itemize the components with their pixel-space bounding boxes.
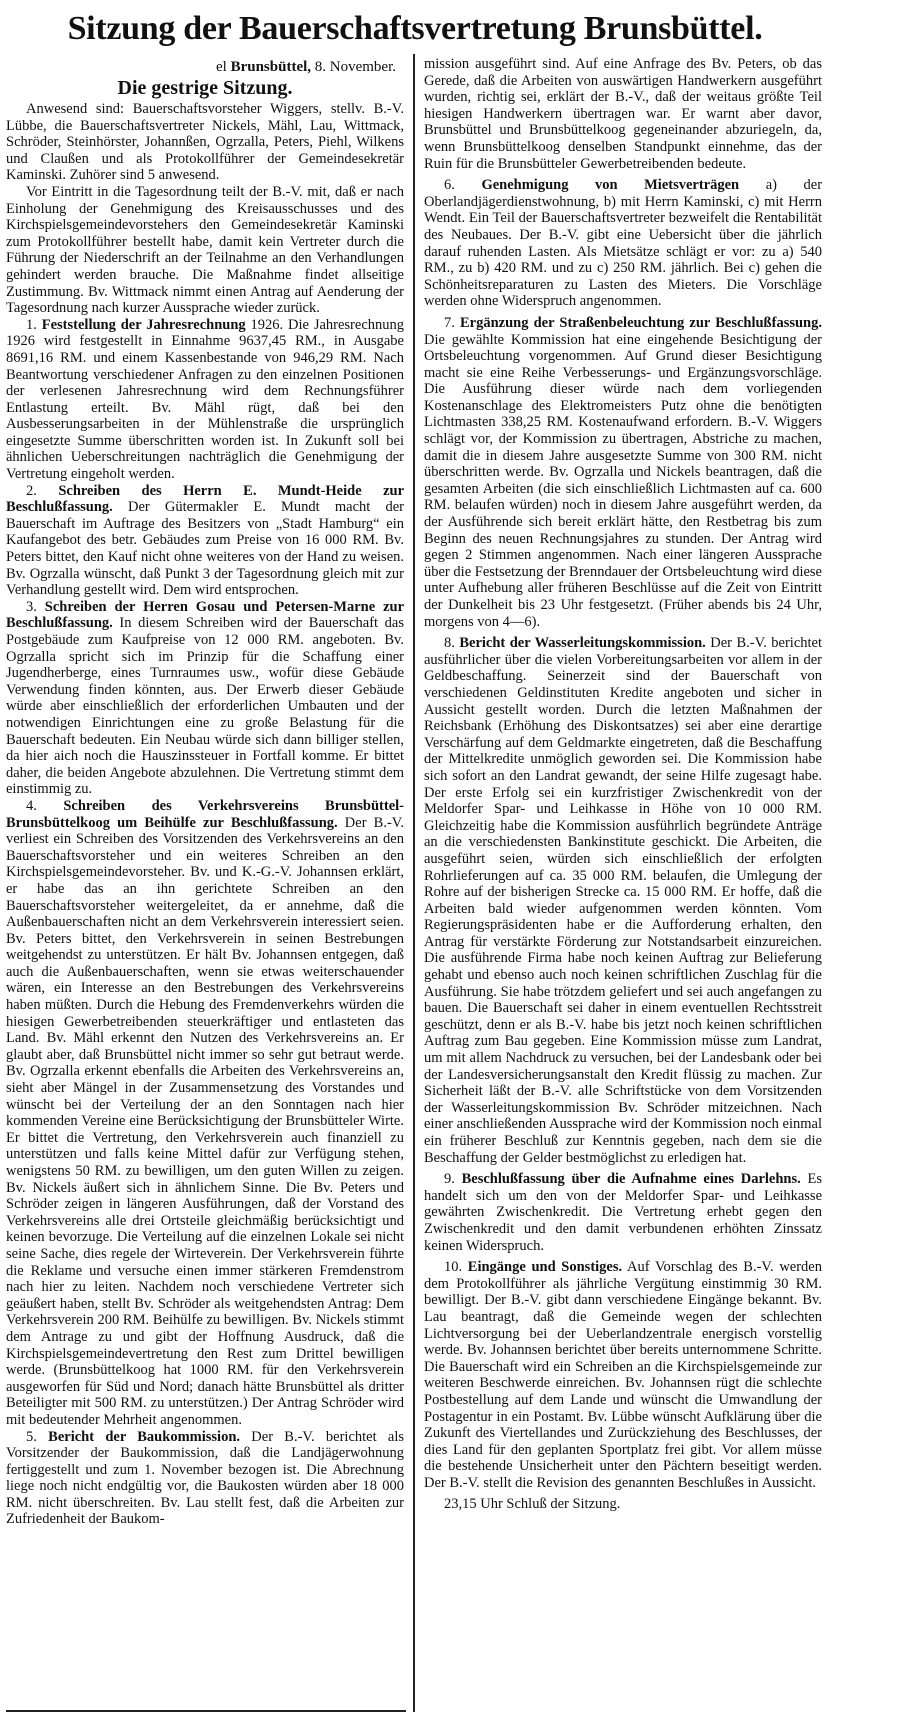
agenda-item-number: 4.	[26, 797, 37, 814]
agenda-item	[6, 483, 404, 599]
dateline-place: Brunsbüttel,	[230, 59, 312, 75]
agenda-item-body: a) der Oberlandjägerdienstwohnung, b) mit Herrn Kaminski, c) mit Herrn Wendt. Ein Teil der Bauerschaftsvertreter bezweifelt die Rentabilität des Neubaues. Der B.-V. gibt eine Uebersicht über die jährlich darauf ruhenden Lasten. Als Mietsätze schlägt er vor: zu a) 540 RM., zu b) 420 RM. und zu c) 250 RM. jährlich. Bei c) gehen die Schönheitsreparaturen zu Lasten des Mieters. Die Vorschläge werden ohne Widerspruch angenommen.	[424, 177, 823, 310]
dateline-date: 8. November.	[314, 59, 396, 75]
agenda-item	[424, 1259, 822, 1491]
agenda-item-heading: Beschlußfassung über die Aufnahme eines Darlehns.	[461, 1171, 801, 1188]
agenda-item	[424, 315, 822, 630]
agenda-item-heading: Feststellung der Jahresrechnung	[41, 316, 246, 333]
agenda-item-number: 8.	[444, 635, 455, 652]
dateline	[6, 58, 404, 76]
dateline-prefix: el	[216, 59, 227, 75]
agenda-item-number: 9.	[444, 1171, 455, 1188]
agenda-item-heading: Eingänge und Sonstiges.	[467, 1259, 623, 1276]
article-title: Sitzung der Bauerschaftsvertretung Brunsbüttel.	[67, 10, 763, 47]
closing-line: 23,15 Uhr Schluß der Sitzung.	[444, 1496, 621, 1513]
agenda-item-number: 2.	[26, 482, 37, 499]
agenda-item-heading: Schreiben der Herren Gosau und Petersen-Marne zur Beschlußfassung.	[6, 598, 405, 632]
agenda-item-body: Es handelt sich um den von der Meldorfer Spar- und Leihkasse gewährten Zwischenkredit. Die Vertretung erhebt gegen den Zwischenkredit und den damit verbundenen erhöhten Zinssatz keinen Widerspruch.	[424, 1171, 823, 1254]
agenda-item-heading: Bericht der Baukommission.	[48, 1428, 241, 1445]
agenda-item-heading: Schreiben des Herrn E. Mundt-Heide zur Beschlußfassung.	[6, 482, 405, 516]
agenda-item-body: In diesem Schreiben wird der Bauerschaft das Postgebäude zum Kaufpreise von 12 000 RM. angeboten. Bv. Ogrzalla spricht sich im Prinzip für die Schaffung einer Jugendherberge, eines Turnraumes usw., wofür diese Gebäude Verwendung finden könnten, aus. Der Erwerb dieser Gebäude würde aber einschließlich der erforderlichen Umbauten und der notwendigen Einrichtungen eine zu große Belastung für die Bauerschaft bedeuten. Ein Neubau würde sich dann billiger stellen, da hier aich noch die Hauszinssteuer in Fortfall komme. Er bittet daher, die beiden Angebote abzulehnen. Die Vertretung stimmt dem einstimmig zu.	[6, 615, 405, 798]
column-divider	[413, 54, 415, 1712]
left-column	[6, 56, 404, 1528]
agenda-item-body: Der B.-V. verliest ein Schreiben des Vorsitzenden des Verkehrsvereins an den Bauerschaftsvorsteher und ein weiteres Schreiben an den Kirchspielsgemeindevorsteher. Bv. und K.-G.-V. Johannsen erklärt, er habe das an ihn gerichtete Schreiben an den Bauerschaftsvorsteher weitergeleitet, da er annehme, daß die Außenbauerschaften nicht an dem Verkehrsverein interessiert seien. Bv. Peters bittet, den Verkehrsverein in seinen Bestrebungen weitgehendst zu unterstützen. Er hält Bv. Johannsen entgegen, daß auch die Außenbauerschaften, wenn sie etwas weiterschauender wären, ein Interesse an den Bestrebungen des Verkehrsvereins haben müßten. Durch die Hebung des Fremdenverkehrs würden die hiesigen Gewerbetreibenden steuerkräftiger und entlasteten das Land. Bv. Mähl erkennt den Nutzen des Verkehrsvereins an. Er glaubt aber, daß Brunsbüttel nicht immer so sehr gut betraut werde. Bv. Ogrzalla erkennt ebenfalls die Arbeiten des Verkehrsvereins an, sieht aber Mängel in der Zusammensetzung des Vorstandes und wünscht bei der Verteilung der an den Sonntagen nach hier kommenden Vereine eine Berücksichtigung der Brunsbütteler Wirte. Er bittet die Vertretung, den Verkehrsverein auch finanziell zu unterstützen und falls keine Mittel dafür zur Verfügung stehen, wenigstens 50 RM. zu bewilligen, um den guten Willen zu zeigen. Bv. Nickels äußert sich in ähnlichem Sinne. Die Bv. Peters und Schröder zeigen in längeren Ausführungen, daß der Vorstand des Verkehrsvereins alle drei Ortsteile gleichmäßig berücksichtigt und keinen bevorzuge. Die Verteilung auf die einzelnen Lokale sei nicht seine Sache, dies regele der Wirteverein. Der Verkehrsverein führte die Reklame und versuche einen immer stärkeren Fremdenstrom nach hier zu leiten. Nachdem noch verschiedene Vertreter sich geäußert haben, stellt Bv. Schröder als weitgehendsten Antrag: Dem Verkehrsverein 200 RM. Beihülfe zu bewilligen. Bv. Nickels stimmt dem Antrage zu und gibt der Hoffnung Ausdruck, daß die Kirchspielsgemeindevertretung den Rest zum Drittel bewilligen werde. (Brunsbüttelkoog hat 1000 RM. für den Verkehrsverein ausgeworfen für Süd und Nord; danach hätte Brunsbüttel als dritter Beteiligter mit 500 RM. zu unterstützen.) Der Antrag Schröder wird mit bedeutender Mehrheit angenommen.	[6, 814, 405, 1428]
agenda-item-number: 7.	[444, 314, 455, 331]
agenda-items-left	[6, 317, 404, 1528]
intro-paragraph: Anwesend sind: Bauerschaftsvorsteher Wiggers, stellv. B.-V. Lübbe, die Bauerschaftsvertreter Nickels, Mähl, Lau, Wittmack, Schröder, Steinhörster, Johannßen, Ogrzalla, Peters, Piehl, Wilkens und Claußen und als Protokollführer der Gemeindesekretär Kaminski. Zuhörer sind 5 anwesend.	[6, 101, 404, 184]
agenda-item	[6, 317, 404, 483]
agenda-item-heading: Schreiben des Verkehrsvereins Brunsbüttel-Brunsbüttelkoog um Beihülfe zur Beschlußfassung.	[6, 797, 405, 831]
agenda-item-heading: Genehmigung von Mietsverträgen	[481, 177, 740, 194]
continued-paragraph: mission ausgeführt sind. Auf eine Anfrage des Bv. Peters, ob das Gerede, daß die Arbeiten von auswärtigen Handwerkern ausgeführt wurden, richtig sei, erklärt der B.-V., daß der weitaus größte Teil hiesigen Handwerkern übertragen war. Er warnt aber davor, Brunsbüttel und Brunsbüttelkoog gegeneinander abzuriegeln, da, wenn Brunsbüttelkoog denselben Standpunkt einnehme, das der Ruin für die Brunsbütteler Gewerbetreibenden bedeute.	[424, 56, 822, 172]
agenda-item-number: 10.	[444, 1259, 463, 1276]
agenda-item-body: Der B.-V. berichtet als Vorsitzender der Baukommission, daß die Landjägerwohnung fertiggestellt und zum 1. November bezogen ist. Die Abrechnung liege noch nicht endgültig vor, die Baukosten würden aber 18 000 RM. nicht überschreiten. Bv. Lau stellt fest, daß die Arbeiten zur Zufriedenheit der Baukom-	[6, 1428, 405, 1528]
agenda-item	[6, 599, 404, 798]
agenda-item-body: Der B.-V. berichtet ausführlicher über die vielen Vorbereitungsarbeiten vor allem in der Geldbeschaffung. Seinerzeit sind der Bauerschaft von verschiedenen Geldinstituten Kredite angeboten und sicher in Aussicht gestellt worden. Durch die letzten Maßnahmen der Reichsbank (Erhöhung des Diskontsatzes) sei aber eine derartige Verschärfung auf dem Geldmarkte eingetreten, daß die Beschaffung der Mittelkredite unmöglich geworden sei. Die Kommission habe sich sofort an den Landrat gewandt, der seine Hilfe zugesagt habe. Der erste Erfolg sei ein kurzfristiger Zwischenkredit von der Meldorfer Spar- und Leihkasse in Höhe von 10 000 RM. Gleichzeitig habe die Kommission ausführlich begründete Anträge an die verschiedensten Bankinstitute geschickt. Die Arbeiten, die ausgeführt seien, würden sich einschließlich der erfolgten Rohrlieferungen auf ca. 35 000 RM. belaufen, die Umlegung der Rohre auf der bisherigen Strecke ca. 15 000 RM. Er hoffe, daß die Arbeiten bald wieder aufgenommen werden könnten. Vom Regierungspräsidenten habe er die Aufforderung erhalten, den Antrag für verstärkte Förderung zur Notstandsarbeit einzureichen. Die ausführende Firma habe noch keinen Auftrag zur Belieferung gehabt und ebenso auch noch keinen schriftlichen Zuschlag für die Ausführung. Sie habe trötzdem geliefert und sei auch angefangen zu bauen. Die Bauerschaft sei daher in einem eventuellen Rechtsstreit geschützt, denn er als B.-V. habe bis jetzt noch keinen schriftlichen Auftrag zum Bau gegeben. Eine Kommission müsse zum Landrat, um mit allem Nachdruck zu versuchen, bei der Landesbank oder bei der Landesversicherungsanstalt den Kredit flüssig zu machen. Zur Sicherheit läßt der B.-V. alle Schriftstücke von dem Vorsitzenden der Wasserleitungskommission Bv. Schröder mitzeichnen. Nach einer anschließenden Aussprache wird der Kommission noch einmal ein früherer Beschluß zur Kenntnis gegeben, nach dem sie die Beschaffung der Gelder bestmöglichst zu erledigen hat.	[424, 635, 823, 1166]
agenda-item-heading: Bericht der Wasserleitungskommission.	[459, 635, 706, 652]
intro-paragraph: Vor Eintritt in die Tagesordnung teilt der B.-V. mit, daß er nach Einholung der Genehmigung des Kreisausschusses und des Kirchspielsgemeindevorstehers den Gemeindesekretär Kaminski zum Protokollführer bestellt habe, damit kein Vertreter durch die Führung der Niederschrift an der Teilnahme an den Verhandlungen gehindert werden brauche. Die Maßnahme findet allseitige Zustimmung. Bv. Wittmack nimmt einen Antrag auf Aenderung der Tagesordnung nach kurzer Aussprache wieder zurück.	[6, 183, 404, 317]
article-subtitle: Die gestrige Sitzung.	[117, 77, 293, 99]
agenda-item	[424, 177, 822, 310]
agenda-item-body: Die gewählte Kommission hat eine eingehende Besichtigung der Ortsbeleuchtung vorgenommen. Auf Grund dieser Besichtigung macht sie eine Reihe Verbesserungs- und Ergänzungsvorschläge. Die Ausführung dieser würde nach dem vorliegenden Kostenanschlage des Elektromeisters Putz ohne die benötigten Lichtmasten 338,25 RM. Kostenaufwand erfordern. B.-V. Wiggers schlägt vor, der Kommission zu übertragen, Abstriche zu machen, damit die in diesem Jahre ausgesetzte Summe von 300 RM. nicht überschritten werde. Bv. Ogrzalla und Nickels beantragen, daß die gesamten Arbeiten (die sich einschließlich Lichtmasten auf ca. 600 RM. belaufen würden) noch in diesem Jahre ausgeführt werden, da der Ausführende sich bereit erklärt hätte, den Restbetrag bis zum Beginn des neuen Rechnungsjahres zu stunden. Der Antrag wird gegen 2 Stimmen angenommen. Nach einer längeren Aussprache über die Festsetzung der Brenndauer der Ortsbeleuchtung wird diese unter Aufhebung aller früheren Beschlüsse auf die Zeit von Eintritt der Dunkelheit bis 23 Uhr festgesetzt. (Früher abends bis 24 Uhr, morgens von 4—6).	[424, 331, 822, 630]
agenda-item	[424, 1171, 822, 1254]
agenda-item-number: 1.	[26, 316, 37, 333]
agenda-item	[6, 1429, 404, 1529]
agenda-item-number: 5.	[26, 1428, 37, 1445]
agenda-item	[424, 635, 822, 1166]
right-column	[424, 56, 822, 1518]
agenda-item-body: 1926. Die Jahresrechnung 1926 wird festgestellt in Einnahme 9637,45 RM., in Ausgabe 8691,16 RM. und einem Kassenbestande von 946,29 RM. Nach Beantwortung verschiedener Anfragen zu den einzelnen Positionen der verlesenen Jahresrechnung wird dem Rechnungsführer Entlastung erteilt. Bv. Mähl rügt, daß bei den Ausbesserungsarbeiten in der Mühlenstraße die ursprünglich eingesetzte Summe überschritten worden ist. In Zukunft soll bei ähnlichen Ueberschreitungen nachträglich die Genehmigung der Vertretung eingeholt werden.	[6, 316, 405, 483]
agenda-item-heading: Ergänzung der Straßenbeleuchtung zur Beschlußfassung.	[460, 314, 822, 331]
agenda-item	[6, 798, 404, 1429]
agenda-items-right	[424, 177, 822, 1491]
agenda-item-number: 6.	[444, 177, 455, 194]
agenda-item-body: Auf Vorschlag des B.-V. werden dem Protokollführer als jährliche Vergütung einstimmig 30 RM. bewilligt. Der B.-V. gibt dann verschiedene Eingänge bekannt. Bv. Lau beantragt, daß die Gemeinde wegen der schlechten Lichtversorgung bei der Ueberlandzentrale energisch vorstellig werde. Bv. Johannsen berichtet über bereits unternommene Schritte. Die Bauerschaft wird ein Schreiben an die Kirchspielsgemeinde zur weiteren Beschwerde einreichen. Bv. Johannsen rügt die schlechte Postbestellung auf dem Lande und wünscht die Umwandlung der Postagentur in ein Postamt. Bv. Lübbe wünscht Aufklärung über die Zukunft des Viertellandes und Zurückziehung des Beschlusses, der dies Land für den geplanten Sportplatz frei gibt. Vor allem müsse die bestehende Unsicherheit unter den Pächtern beseitigt werden. Der B.-V. stellt die Revision des genannten Beschlußes in Aussicht.	[424, 1259, 822, 1491]
agenda-item-body: Der Gütermakler E. Mundt macht der Bauerschaft im Auftrage des Besitzers von „Stadt Hamburg“ ein Kaufangebot des betr. Gebäudes zum Preise von 16 000 RM. Bv. Peters bittet, den Kauf nicht ohne weiteres von der Hand zu weisen. Bv. Ogrzalla wünscht, daß Punkt 3 der Tagesordnung gleich mit zur Verhandlung gestellt wird. Dem wird entsprochen.	[6, 499, 404, 599]
agenda-item-number: 3.	[26, 598, 37, 615]
bottom-rule	[6, 1710, 406, 1712]
